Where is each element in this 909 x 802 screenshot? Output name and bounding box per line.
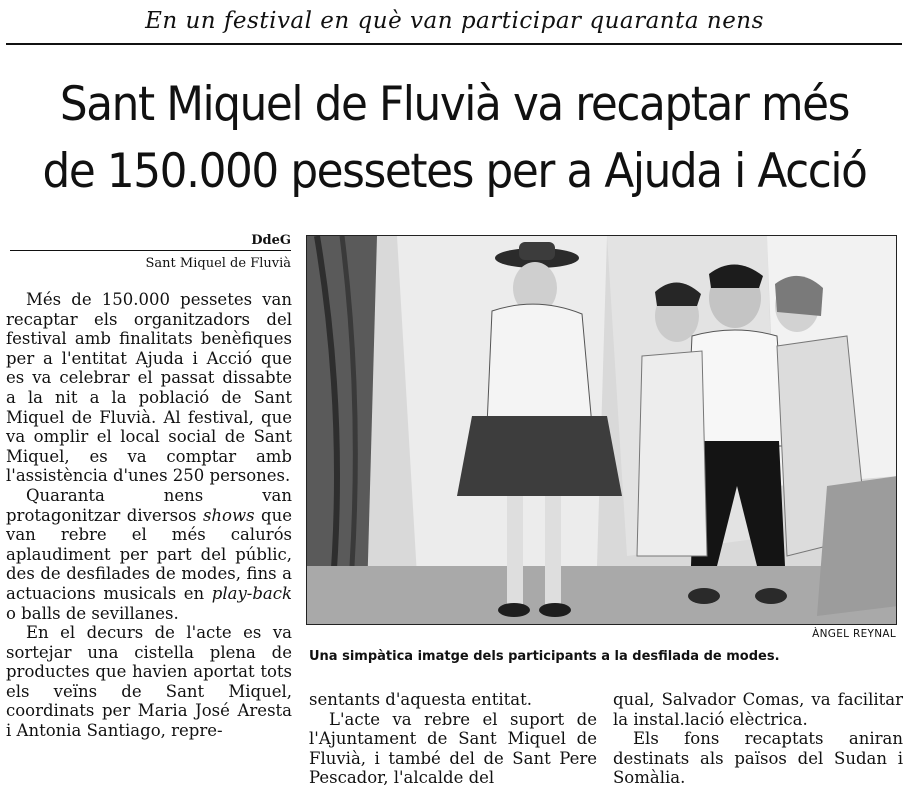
paragraph-3: En el decurs de l'acte es va sortejar una cistella plena de productes que havien aportat tots els veïns de Sant Miquel, coordinats per Maria José Aresta i Antonia Santiago, repre- bbox=[6, 623, 292, 741]
paragraph-2-text-a: Quaranta nens van protagonitzar diversos bbox=[6, 485, 292, 525]
photo-illustration bbox=[307, 236, 897, 625]
paragraph-2-text-c: o balls de sevillanes. bbox=[6, 603, 179, 623]
article-kicker: En un festival en què van participar quaranta nens bbox=[145, 8, 764, 34]
headline-line-2: de 150.000 pessetes per a Ajuda i Acció bbox=[42, 144, 867, 199]
paragraph-1: Més de 150.000 pessetes van recaptar els organitzadors del festival amb finalitats benèfiques per a l'entitat Ajuda i Acció que es va celebrar el passat dissabte a la nit a la població de Sant Miquel de Fluvià. Al festival, que va omplir el local social de Sant Miquel, es va comptar amb l'assistència d'unes 250 persones. bbox=[6, 290, 292, 486]
paragraph-4-continuation: qual, Salvador Comas, va facilitar la instal.lació elèctrica. bbox=[613, 690, 903, 729]
byline-author: DdeG bbox=[10, 233, 291, 251]
paragraph-2 bbox=[6, 486, 292, 623]
paragraph-2-shows: shows bbox=[202, 505, 255, 525]
photo-caption: Una simpàtica imatge dels participants a la desfilada de modes. bbox=[309, 649, 780, 664]
kicker-rule bbox=[6, 43, 902, 45]
paragraph-2-text-b: que van rebre el més calurós aplaudiment per part del públic, des de desfilades de modes, fins a actuacions musicals en bbox=[6, 505, 292, 603]
paragraph-2-playback: play-back bbox=[211, 583, 292, 603]
body-column-3 bbox=[613, 690, 903, 788]
body-column-2 bbox=[309, 690, 597, 788]
byline-place: Sant Miquel de Fluvià bbox=[145, 256, 291, 271]
paragraph-3-continuation: sentants d'aquesta entitat. bbox=[309, 690, 533, 709]
photo-credit: ÀNGEL REYNAL bbox=[812, 628, 896, 640]
headline-line-1: Sant Miquel de Fluvià va recaptar més bbox=[59, 77, 850, 132]
paragraph-5: Els fons recaptats aniran destinats als països del Sudan i Somàlia. bbox=[613, 729, 903, 788]
body-column-1 bbox=[6, 290, 292, 741]
paragraph-4: L'acte va rebre el suport de l'Ajuntament de Sant Miquel de Fluvià, i també del de Sant Pere Pescador, l'alcalde del bbox=[309, 709, 597, 788]
news-photo bbox=[306, 235, 897, 625]
byline bbox=[10, 233, 291, 271]
